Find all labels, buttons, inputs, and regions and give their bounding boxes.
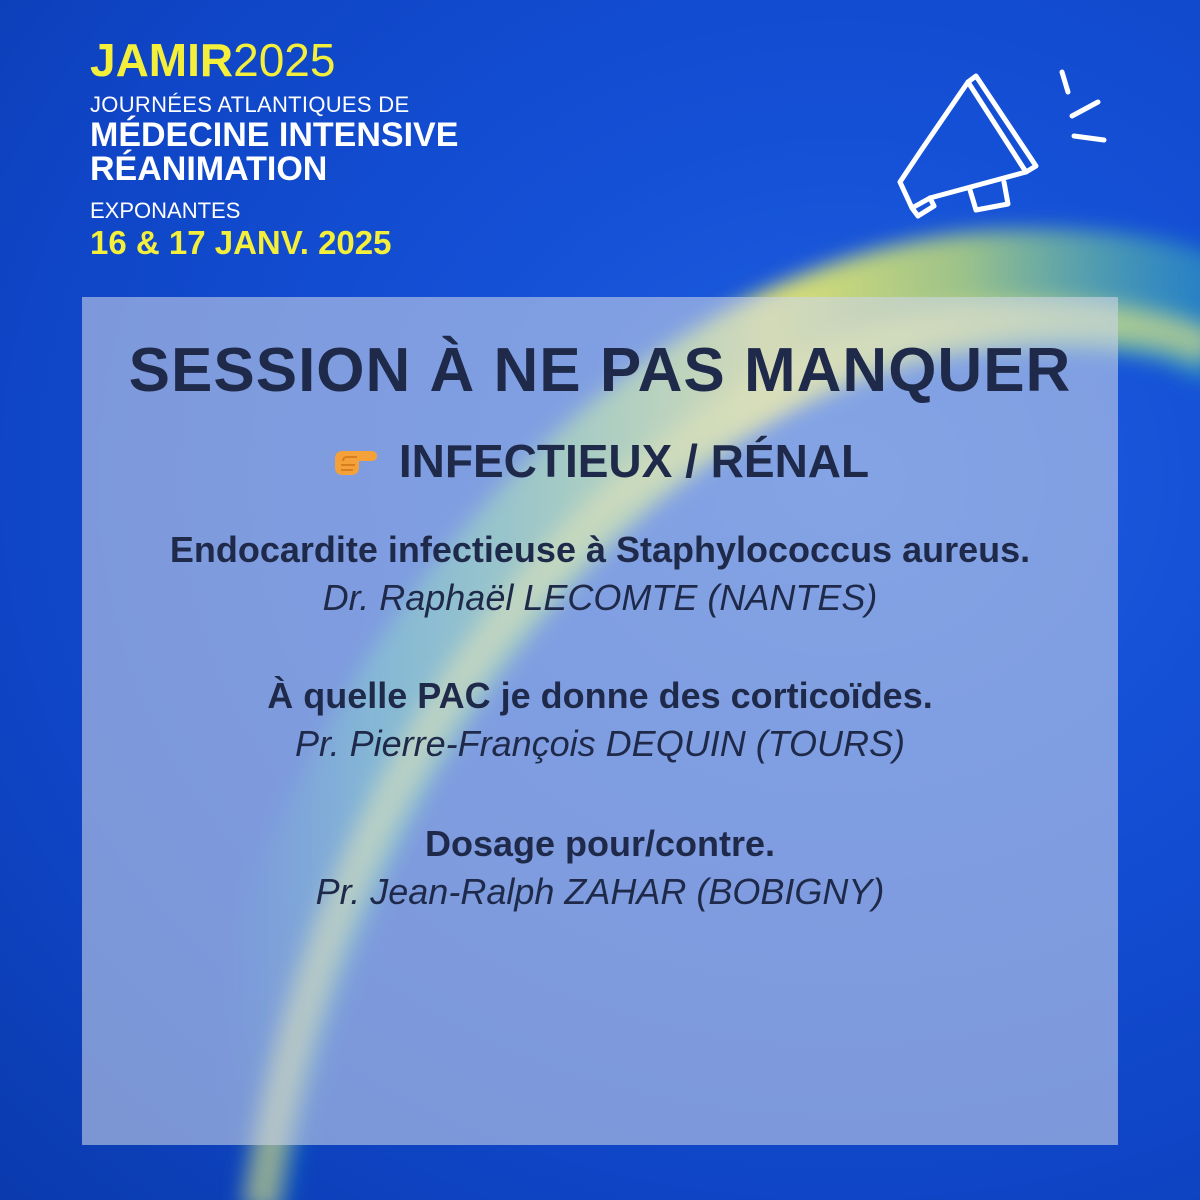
- pointing-hand-icon: [331, 443, 379, 479]
- event-venue: EXPONANTES: [90, 198, 241, 223]
- talk-speaker: Dr. Raphaël LECOMTE (NANTES): [322, 577, 878, 618]
- logo-year: 2025: [233, 34, 336, 86]
- session-topic: [82, 431, 1118, 491]
- talk-speaker: Pr. Pierre-François DEQUIN (TOURS): [294, 723, 906, 764]
- megaphone-icon: [890, 60, 1120, 240]
- logo-name: JAMIR: [90, 34, 234, 86]
- talk-title: Dosage pour/contre.: [424, 823, 776, 864]
- talk-title: Endocardite infectieuse à Staphylococcus aureus.: [169, 529, 1031, 570]
- event-subtitle-line2: RÉANIMATION: [90, 150, 328, 188]
- talk-title: À quelle PAC je donne des corticoïdes.: [267, 675, 933, 716]
- event-subtitle-line1: MÉDECINE INTENSIVE: [90, 116, 459, 154]
- talk-item: [82, 529, 1118, 621]
- event-branding: [90, 34, 458, 262]
- event-dates: 16 & 17 JANV. 2025: [90, 224, 392, 261]
- event-logo: [90, 34, 458, 86]
- talk-item: [82, 823, 1118, 915]
- event-subtitle-small: JOURNÉES ATLANTIQUES DE: [90, 92, 410, 117]
- talk-item: [82, 675, 1118, 767]
- topic-label: INFECTIEUX / RÉNAL: [398, 435, 870, 487]
- session-title: SESSION À NE PAS MANQUER: [128, 336, 1072, 405]
- session-card: [82, 297, 1118, 1145]
- talk-speaker: Pr. Jean-Ralph ZAHAR (BOBIGNY): [315, 871, 885, 912]
